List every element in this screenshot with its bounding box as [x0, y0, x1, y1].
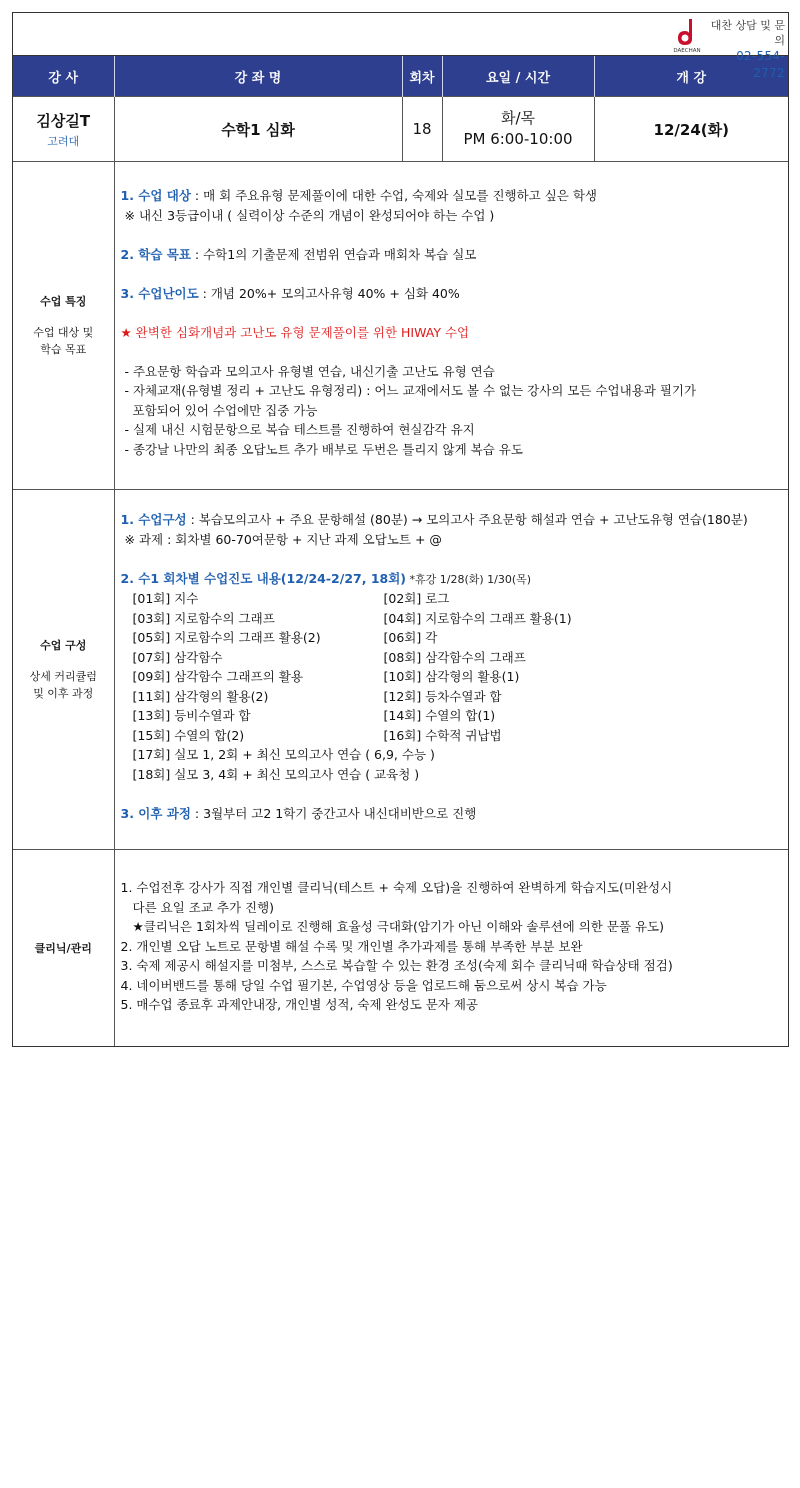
col-open: 개 강: [594, 56, 788, 97]
curriculum-row: [133, 628, 789, 648]
feature-target-note: ※ 내신 3등급이내 ( 실력이상 수준의 개념이 완성되어야 하는 수업 ): [124, 207, 495, 223]
feature-bullet-2: - 자체교재(유형별 정리 + 고난도 유형정리) : 어느 교재에서도 볼 수 없는 강사의 모든 수업내용과 필기가: [124, 383, 697, 398]
curriculum-item: [14회] 수열의 합(1): [383, 708, 496, 723]
clinic-item-5: 5. 매수업 종료후 과제안내장, 개인별 성적, 숙제 완성도 문자 제공: [120, 997, 479, 1012]
features-row: [13, 162, 788, 490]
feature-bullet-3: - 실제 내신 시험문항으로 복습 테스트를 진행하여 현실감각 유지: [124, 422, 475, 437]
curriculum-item-17: [17회] 실모 1, 2회 + 최신 모의고사 연습 ( 6,9, 수능 ): [132, 747, 435, 762]
structure-progress-head: 2. 수1 회차별 수업진도 내용(12/24-2/27, 18회): [120, 570, 406, 586]
curriculum-item: [02회] 로그: [383, 591, 450, 606]
clinic-label-title: 클리닉/관리: [34, 941, 92, 955]
clinic-item-1: 1. 수업전후 강사가 직접 개인별 클리닉(테스트 + 숙제 오답)을 진행하여 완벽하게 학습지도(미완성시: [120, 880, 673, 895]
feature-bullet-1: - 주요문항 학습과 모의고사 유형별 연습, 내신기출 고난도 유형 연습: [124, 363, 495, 379]
contact-label: 대찬 상담 및 문의: [710, 19, 785, 47]
logo-text: DAECHAN: [673, 48, 701, 53]
curriculum-row: [133, 687, 789, 707]
clinic-label: [13, 850, 114, 1047]
course-table: [13, 56, 788, 1046]
features-label: [13, 162, 114, 490]
col-course: 강 좌 명: [114, 56, 402, 97]
curriculum-list: [121, 589, 789, 745]
structure-label-title: 수업 구성: [40, 639, 87, 652]
teacher-cell: [13, 97, 114, 162]
curriculum-item: [03회] 지로함수의 그래프: [132, 610, 275, 626]
curriculum-row: [133, 706, 789, 726]
curriculum-item: [10회] 삼각형의 활용(1): [383, 669, 520, 684]
structure-next-head: 3. 이후 과정: [120, 805, 191, 821]
features-label-sub1: 수업 대상 및: [33, 326, 94, 339]
structure-content: [114, 490, 788, 850]
curriculum-row: [133, 726, 789, 746]
curriculum-item: [08회] 삼각함수의 그래프: [383, 649, 526, 665]
feature-highlight: ★ 완벽한 심화개념과 고난도 유형 문제풀이를 위한 HIWAY 수업: [120, 324, 470, 340]
curriculum-item: [15회] 수열의 합(2): [132, 727, 245, 743]
curriculum-item: [12회] 등차수열과 합: [383, 688, 502, 704]
structure-composition-text: : 복습모의고사 + 주요 문항해설 (80분) → 모의고사 주요문항 해설과 연습 + 고난도유형 연습(180분): [186, 512, 748, 527]
feature-bullet-2-cont: 포함되어 있어 수업에만 집중 가능: [132, 402, 318, 418]
teacher-school: 고려대: [47, 134, 80, 148]
course-day: 화/목: [500, 109, 536, 127]
open-date: 12/24(화): [594, 97, 788, 162]
structure-break-note: *휴강 1/28(화) 1/30(목): [406, 572, 532, 586]
structure-label: [13, 490, 114, 850]
col-time: 요일 / 시간: [442, 56, 594, 97]
features-label-title: 수업 특징: [40, 295, 87, 308]
clinic-row: [13, 850, 788, 1047]
time-cell: [442, 97, 594, 162]
course-row: [13, 97, 788, 162]
clinic-content: [114, 850, 788, 1047]
curriculum-row: [133, 589, 789, 609]
clinic-item-2: 2. 개인별 오답 노트로 문항별 해설 수록 및 개인별 추가과제를 통해 부족한 부분 보완: [120, 938, 583, 954]
session-count: 18: [402, 97, 442, 162]
curriculum-item: [13회] 등비수열과 합: [132, 708, 251, 723]
clinic-item-4: 4. 네이버밴드를 통해 당일 수업 필기본, 수업영상 등을 업로드해 둠으로써 상시 복습 가능: [120, 977, 607, 993]
feature-goal-head: 2. 학습 목표: [120, 246, 191, 262]
feature-goal-text: : 수학1의 기출문제 전범위 연습과 매회차 복습 실모: [190, 246, 477, 262]
curriculum-item: [09회] 삼각함수 그래프의 활용: [132, 669, 303, 684]
phone-number: 02-554-2772: [736, 49, 785, 80]
header-row: [13, 56, 788, 97]
curriculum-item: [01회] 지수: [132, 591, 199, 606]
teacher-name: 김상길T: [36, 111, 91, 130]
features-content: [114, 162, 788, 490]
curriculum-item: [04회] 지로함수의 그래프 활용(1): [383, 610, 572, 626]
curriculum-item-18: [18회] 실모 3, 4회 + 최신 모의고사 연습 ( 교육청 ): [132, 766, 420, 782]
clinic-item-1-cont: 다른 요일 조교 추가 진행): [132, 899, 275, 915]
structure-composition-head: 1. 수업구성: [120, 512, 187, 527]
features-label-sub2: 학습 목표: [40, 343, 87, 356]
structure-next-text: : 3월부터 고2 1학기 중간고사 내신대비반으로 진행: [190, 805, 477, 821]
daechan-logo-icon: [667, 17, 707, 53]
col-sessions: 회차: [402, 56, 442, 97]
curriculum-item: [11회] 삼각형의 활용(2): [132, 688, 269, 704]
curriculum-item: [16회] 수학적 귀납법: [383, 727, 502, 743]
feature-level-text: : 개념 20%+ 모의고사유형 40% + 심화 40%: [198, 285, 460, 301]
curriculum-item: [06회] 각: [383, 630, 438, 645]
feature-bullet-4: - 종강날 나만의 최종 오답노트 추가 배부로 두번은 틀리지 않게 복습 유도: [124, 441, 523, 457]
course-title: 수학1 심화: [114, 97, 402, 162]
structure-label-sub1: 상세 커리큘럼: [29, 670, 97, 683]
feature-target-text: : 매 회 주요유형 문제풀이에 대한 수업, 숙제와 실모를 진행하고 싶은 학생: [190, 188, 597, 203]
contact-block: [705, 18, 785, 82]
structure-homework-note: ※ 과제 : 회차별 60-70여문항 + 지난 과제 오답노트 + @: [124, 531, 442, 547]
clinic-item-1-star: ★클리닉은 1회차씩 딜레이로 진행해 효율성 극대화(암기가 아닌 이해와 솔루션에 의한 문풀 유도): [132, 919, 664, 934]
col-teacher: 강 사: [13, 56, 114, 97]
curriculum-item: [07회] 삼각함수: [132, 649, 223, 665]
course-sheet: [12, 12, 789, 1047]
curriculum-row: [133, 667, 789, 687]
course-time: PM 6:00-10:00: [463, 130, 573, 148]
feature-target-head: 1. 수업 대상: [120, 188, 191, 203]
feature-level-head: 3. 수업난이도: [120, 285, 199, 301]
structure-label-sub2: 및 이후 과정: [33, 687, 94, 700]
curriculum-row: [133, 648, 789, 668]
structure-row: [13, 490, 788, 850]
clinic-item-3: 3. 숙제 제공시 해설지를 미첨부, 스스로 복습할 수 있는 환경 조성(숙제 회수 클리닉때 학습상태 점검): [120, 958, 673, 973]
curriculum-row: [133, 609, 789, 629]
curriculum-item: [05회] 지로함수의 그래프 활용(2): [132, 630, 321, 645]
